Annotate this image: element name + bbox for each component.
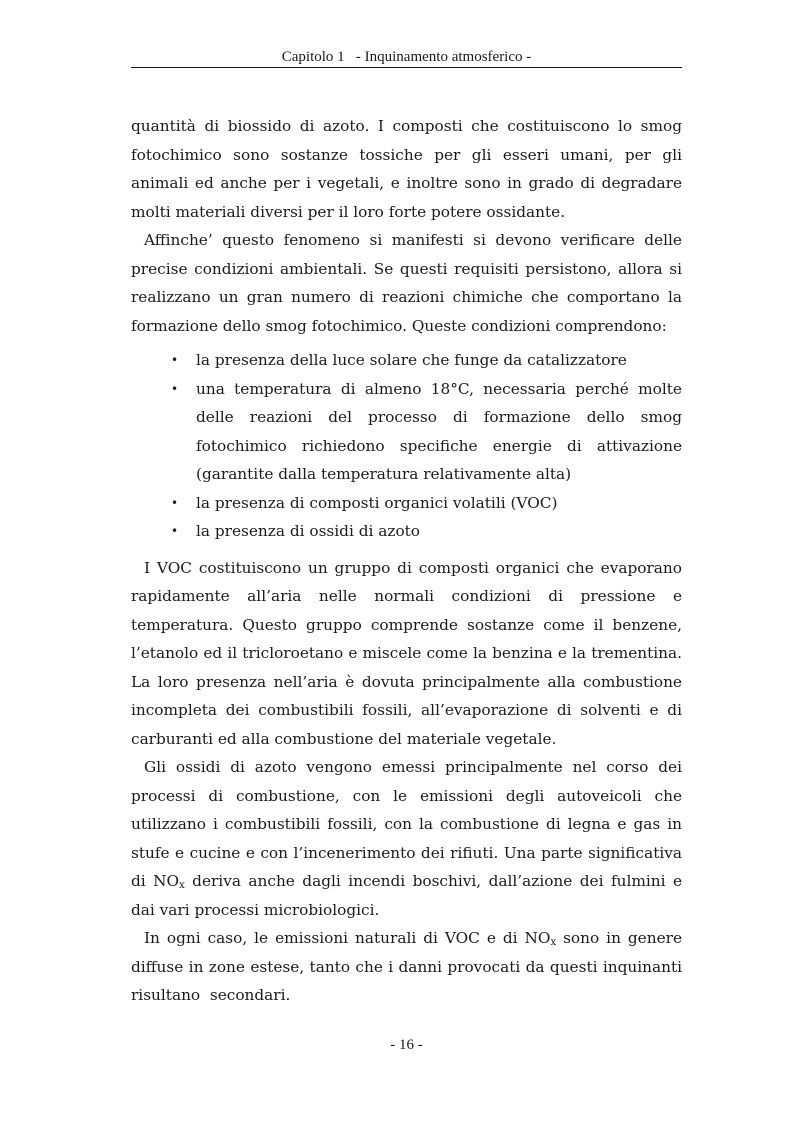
list-item xyxy=(131,517,682,546)
nox-subscript: x xyxy=(179,880,185,891)
list-item xyxy=(131,346,682,375)
running-header xyxy=(131,47,682,68)
list-item xyxy=(131,489,682,518)
list-item-text: la presenza di ossidi di azoto xyxy=(196,522,421,540)
list-item xyxy=(131,375,682,489)
paragraph-5-text-a: In ogni caso, le emissioni naturali di VOC e di NO xyxy=(144,929,551,947)
header-text: Capitolo 1 - Inquinamento atmosferico - xyxy=(281,49,532,65)
bullet-icon: • xyxy=(171,381,179,396)
list-item-text: la presenza della luce solare che funge da catalizzatore xyxy=(196,351,627,369)
nox-subscript: x xyxy=(550,937,557,948)
paragraph-5-text-b: sono in genere diffuse in zone estese, tanto che i danni provocati da questi inquinanti risultano secondari. xyxy=(131,929,692,1004)
paragraph-4 xyxy=(131,753,682,924)
conditions-list xyxy=(131,346,682,546)
page-number: - 16 - xyxy=(390,1037,423,1053)
bullet-icon: • xyxy=(171,524,179,538)
paragraph-5 xyxy=(131,924,692,1010)
paragraph-4-text-b: deriva anche dagli incendi boschivi, dall’azione dei fulmini e dai vari processi microbiologici. xyxy=(131,872,682,919)
paragraph-4-text-a: Gli ossidi di azoto vengono emessi principalmente nel corso dei processi di combustione, con le emissioni degli autoveicoli che utilizzano i combustibili fossili, con la combustione di legna e gas in stufe e cucine e con l’incenerimento dei rifiuti. Una parte significativa di NO xyxy=(131,758,682,890)
bullet-icon: • xyxy=(171,495,179,510)
page-body xyxy=(131,112,692,1010)
paragraph-3: I VOC costituiscono un gruppo di composti organici che evaporano rapidamente all’aria nelle normali condizioni di pressione e temperatura. Questo gruppo comprende sostanze come il benzene, l’etanolo ed il tricloroetano e miscele come la benzina e la trementina. La loro presenza nell’aria è dovuta principalmente alla combustione incompleta dei combustibili fossili, all’evaporazione di solventi e di carburanti ed alla combustione del materiale vegetale. xyxy=(131,558,682,748)
bullet-icon: • xyxy=(171,353,179,367)
list-item-text: la presenza di composti organici volatili (VOC) xyxy=(196,493,558,512)
list-item-text: una temperatura di almeno 18°C, necessaria perché molte delle reazioni del processo di formazione dello smog fotochimico richiedono specifiche energie di attivazione (garantite dalla temperatura relativamente alta) xyxy=(196,379,682,483)
paragraph-2: Affinche’ questo fenomeno si manifesti si devono verificare delle precise condizioni ambientali. Se questi requisiti persistono, allora si realizzano un gran numero di reazioni chimiche che comportano la formazione dello smog fotochimico. Queste condizioni comprendono: xyxy=(131,231,682,335)
paragraph-1: quantità di biossido di azoto. I composti che costituiscono lo smog fotochimico sono sostanze tossiche per gli esseri umani, per gli animali ed anche per i vegetali, e inoltre sono in grado di degradare molti materiali diversi per il loro forte potere ossidante. xyxy=(131,117,682,221)
